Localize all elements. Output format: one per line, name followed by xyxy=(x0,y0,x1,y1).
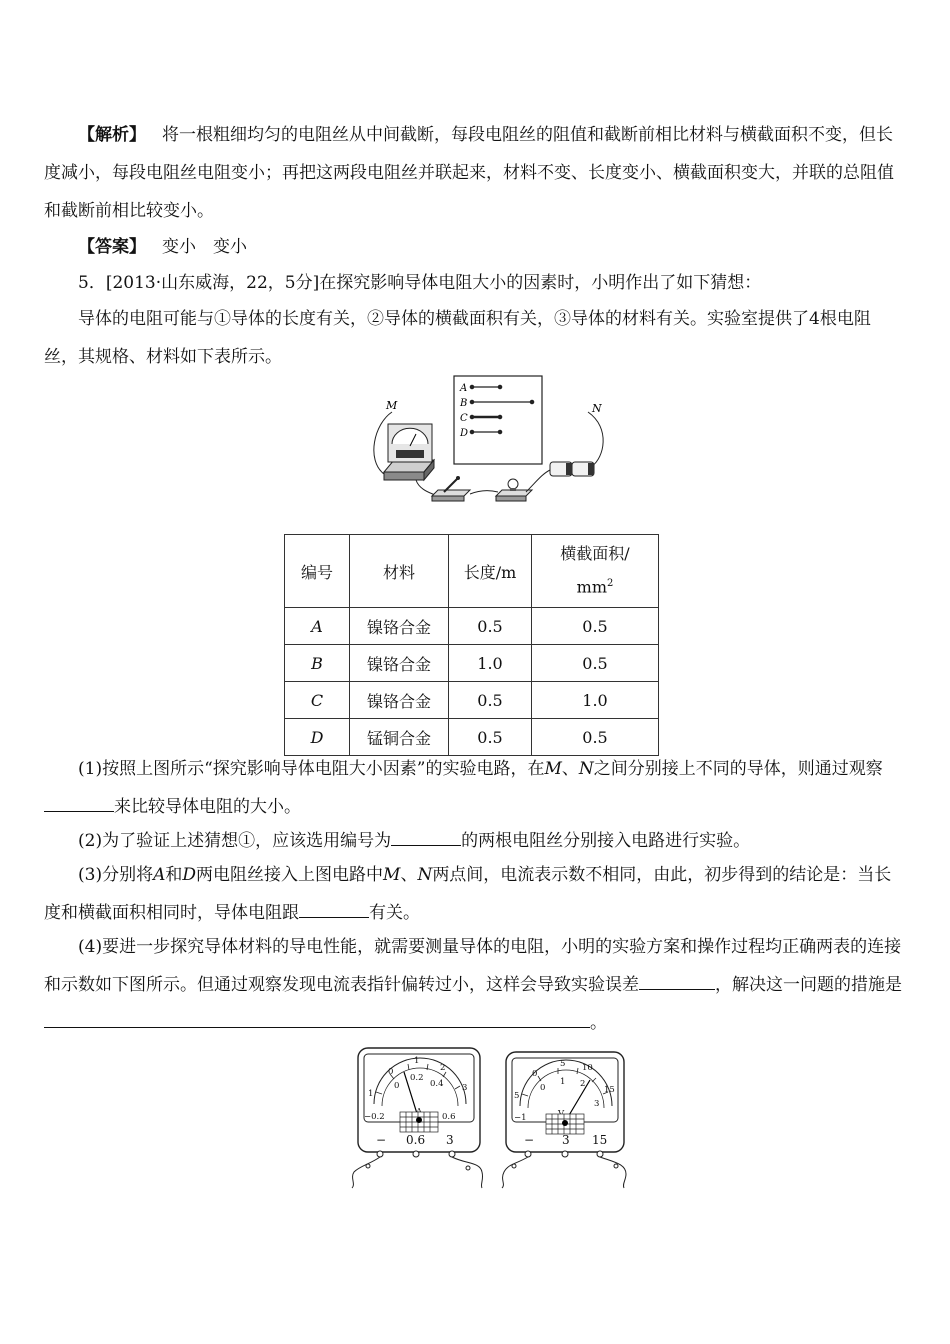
answer-label: 【答案】 xyxy=(78,237,146,257)
question-number: 5． xyxy=(78,273,106,293)
header-id: 编号 xyxy=(285,535,350,608)
ammeter-inner-0: 0 xyxy=(394,1081,400,1091)
q4-answer-blank-1[interactable] xyxy=(639,971,715,990)
q2-text-a: (2)为了验证上述猜想①，应该选用编号为 xyxy=(78,831,392,851)
table-row xyxy=(285,608,659,645)
ammeter-terminal-neg: − xyxy=(376,1133,387,1147)
ammeter-inner-1: 0.2 xyxy=(410,1073,424,1083)
rack-label-c: C xyxy=(460,413,468,424)
cell-id: B xyxy=(285,645,350,682)
wire-n xyxy=(588,412,603,466)
ammeter-inner-3: 0.6 xyxy=(442,1112,456,1122)
resistor-spec-table xyxy=(284,534,659,756)
q3-m: M xyxy=(383,865,401,885)
voltmeter-inner-2: 2 xyxy=(580,1079,586,1089)
q3-text-b: 两电阻丝接入上图电路中 xyxy=(196,865,384,885)
battery-device xyxy=(550,462,594,476)
rack-label-a: A xyxy=(460,383,468,394)
analysis-paragraph xyxy=(44,116,904,230)
switch-device xyxy=(432,476,470,501)
rack-label-b: B xyxy=(460,398,468,409)
voltmeter-inner-1: 1 xyxy=(560,1077,566,1087)
ammeter-left-mark-outer: 1 xyxy=(368,1089,374,1099)
sub-question-2 xyxy=(44,822,904,860)
voltmeter-outer-5: 5 xyxy=(560,1059,566,1069)
cell-area: 1.0 xyxy=(532,682,659,719)
ammeter-outer-1: 1 xyxy=(414,1056,420,1066)
q4-text-b: ，解决这一问题的措施是 xyxy=(715,975,902,995)
voltmeter xyxy=(502,1052,626,1188)
q4-text-c: 。 xyxy=(590,1013,607,1033)
ammeter-outer-3: 3 xyxy=(462,1083,468,1093)
q3-a: A xyxy=(153,865,166,885)
analysis-text: 将一根粗细均匀的电阻丝从中间截断，每段电阻丝的阻值和截断前相比材料与横截面积不变，但长度减小，每段电阻丝电阻变小；再把这两段电阻丝并联起来，材料不变、长度变小、横截面积变大，并联的总阻值和截断前相比较变小。 xyxy=(44,125,894,221)
cell-area: 0.5 xyxy=(532,608,659,645)
question-stem-text: 在探究影响导体电阻大小的因素时，小明作出了如下猜想： xyxy=(319,273,762,293)
cell-material: 镍铬合金 xyxy=(350,682,449,719)
cell-material: 锰铜合金 xyxy=(350,719,449,756)
voltmeter-outer-0: 0 xyxy=(532,1069,538,1079)
q1-n: N xyxy=(578,759,594,779)
circuit-figure xyxy=(356,372,626,512)
cell-id: C xyxy=(285,682,350,719)
cell-length: 0.5 xyxy=(449,682,532,719)
q1-answer-blank[interactable] xyxy=(44,793,114,812)
header-material: 材料 xyxy=(350,535,449,608)
q3-d: D xyxy=(182,865,197,885)
rack-label-d: D xyxy=(460,428,469,439)
voltmeter-terminal-15: 15 xyxy=(592,1133,608,1147)
cell-length: 0.5 xyxy=(449,608,532,645)
sub-question-3 xyxy=(44,856,904,932)
ammeter xyxy=(352,1048,483,1188)
voltmeter-terminal-neg: − xyxy=(524,1133,535,1147)
voltmeter-left-mark-outer: 5 xyxy=(514,1091,520,1101)
ammeter-outer-0: 0 xyxy=(388,1067,394,1077)
q1-sep: 、 xyxy=(561,759,579,779)
q1-text-b: 之间分别接上不同的导体，则通过观察 xyxy=(593,759,883,779)
ammeter-device xyxy=(384,424,434,480)
table-row xyxy=(285,645,659,682)
q2-answer-blank[interactable] xyxy=(391,827,461,846)
header-area xyxy=(532,535,659,608)
question-stem xyxy=(44,264,904,302)
header-length: 长度/m xyxy=(449,535,532,608)
ammeter-outer-2: 2 xyxy=(440,1063,446,1073)
ammeter-terminal-06: 0.6 xyxy=(406,1133,426,1147)
cell-material: 镍铬合金 xyxy=(350,645,449,682)
answer-paragraph xyxy=(44,228,904,266)
q3-text-d: 有关。 xyxy=(369,903,420,923)
q1-m: M xyxy=(544,759,562,779)
q3-answer-blank[interactable] xyxy=(299,899,369,918)
voltmeter-inner-3: 3 xyxy=(594,1099,600,1109)
question-hypotheses: 导体的电阻可能与①导体的长度有关，②导体的横截面积有关，③导体的材料有关。实验室提供了4根电阻丝，其规格、材料如下表所示。 xyxy=(44,309,871,367)
ammeter-left-mark-inner: −0.2 xyxy=(364,1112,385,1122)
voltmeter-left-mark-inner: −1 xyxy=(514,1113,527,1123)
voltmeter-outer-15: 15 xyxy=(604,1085,615,1095)
header-area-unit: mm xyxy=(576,577,607,597)
voltmeter-terminal-3: 3 xyxy=(562,1133,570,1147)
q3-sep: 、 xyxy=(400,865,418,885)
voltmeter-outer-10: 10 xyxy=(582,1063,593,1073)
header-area-text: 横截面积/ xyxy=(560,544,630,564)
question-source: [2013·山东威海，22，5分] xyxy=(105,273,320,293)
cell-area: 0.5 xyxy=(532,719,659,756)
q3-text-a: (3)分别将 xyxy=(78,865,154,885)
cell-id: A xyxy=(285,608,350,645)
q3-n: N xyxy=(417,865,433,885)
q4-answer-blank-2[interactable] xyxy=(44,1009,590,1028)
q4-text-a: (4)要进一步探究导体材料的导电性能，就需要测量导体的电阻，小明的实验方案和操作过程均正确两表的连接和示数如下图所示。但通过观察发现电流表指针偏转过小，这样会导致实验误差 xyxy=(44,937,902,995)
terminal-n-label: N xyxy=(592,402,602,415)
cell-length: 0.5 xyxy=(449,719,532,756)
ammeter-inner-2: 0.4 xyxy=(430,1079,444,1089)
table-row xyxy=(285,682,659,719)
q3-and: 和 xyxy=(165,865,183,885)
q2-text-b: 的两根电阻丝分别接入电路进行实验。 xyxy=(461,831,751,851)
ammeter-terminal-3: 3 xyxy=(446,1133,454,1147)
cell-area: 0.5 xyxy=(532,645,659,682)
bulb-device xyxy=(496,479,532,501)
cell-material: 镍铬合金 xyxy=(350,608,449,645)
q1-text-c: 来比较导体电阻的大小。 xyxy=(114,797,301,817)
voltmeter-inner-0: 0 xyxy=(540,1083,546,1093)
table-header-row xyxy=(285,535,659,608)
meters-figure xyxy=(348,1044,638,1190)
answer-text: 变小 变小 xyxy=(162,237,247,257)
cell-id: D xyxy=(285,719,350,756)
q3-text-c: 两点间，电流表示数不相同，由此，初步得到的结论是：当长度和横截面积相同时，导体电阻跟 xyxy=(44,865,892,923)
sub-question-1 xyxy=(44,750,904,826)
analysis-label: 【解析】 xyxy=(78,125,146,145)
cell-length: 1.0 xyxy=(449,645,532,682)
q1-text-a: (1)按照上图所示“探究影响导体电阻大小因素”的实验电路，在 xyxy=(78,759,545,779)
terminal-m-label: M xyxy=(386,399,398,412)
sub-question-4 xyxy=(44,928,904,1042)
header-area-exp: 2 xyxy=(606,578,614,590)
